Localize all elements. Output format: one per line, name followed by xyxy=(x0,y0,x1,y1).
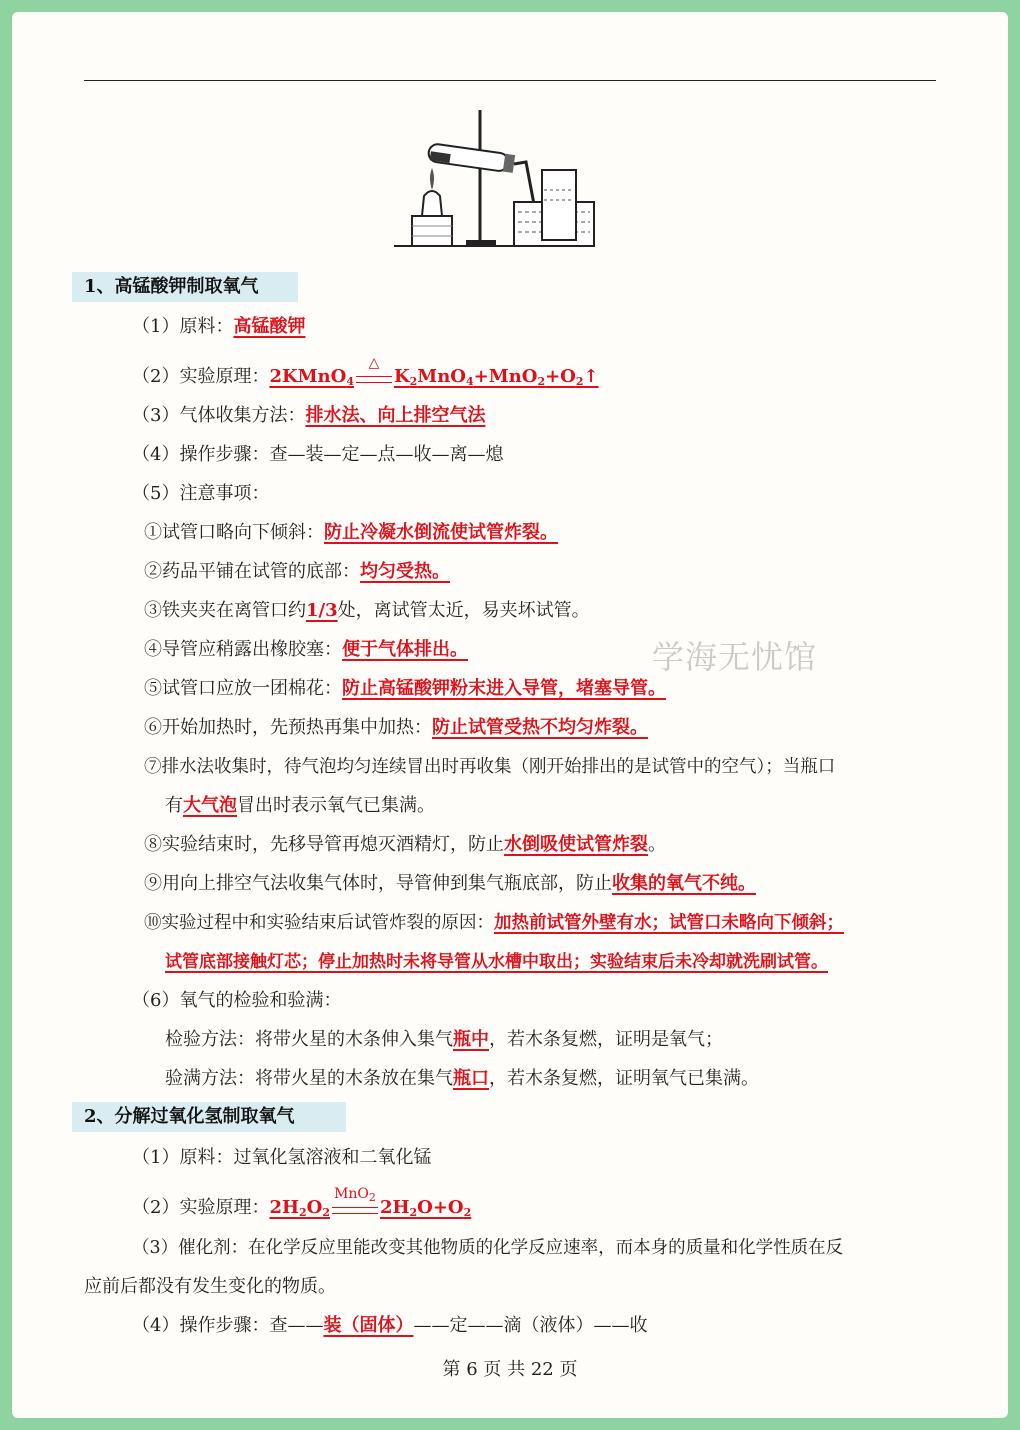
note-7: ⑦排水法收集时，待气泡均匀连续冒出时再收集（刚开始排出的是试管中的空气）；当瓶口 xyxy=(144,757,836,777)
s2-steps-line: （4）操作步骤：查——装（固体）——定——滴（液体）——收 xyxy=(132,1315,648,1336)
header-rule xyxy=(84,80,936,81)
s2-catalyst-cont: 应前后都没有发生变化的物质。 xyxy=(84,1276,336,1297)
note-2: ②药品平铺在试管的底部：均匀受热。 xyxy=(144,561,450,582)
document-page xyxy=(12,12,1008,1418)
note-8: ⑧实验结束时，先移导管再熄灭酒精灯，防止水倒吸使试管炸裂。 xyxy=(144,834,666,855)
notes-label: （5）注意事项： xyxy=(132,483,270,504)
watermark: 学海无忧馆 xyxy=(652,638,818,676)
s2-principle-line: （2）实验原理：$2H_2O_2$ MnO$_2$ $2H_2O+O_2$ xyxy=(132,1186,472,1219)
note-9: ⑨用向上排空气法收集气体时，导管伸到集气瓶底部，防止收集的氧气不纯。 xyxy=(144,873,756,894)
principle-line: （2）实验原理：2KMnO$_4$ △ $K_2MnO_4+MnO_2+O_2↑$ xyxy=(132,355,599,388)
section-1-header: 1、高锰酸钾制取氧气 xyxy=(72,272,298,302)
note-7-cont: 有大气泡冒出时表示氧气已集满。 xyxy=(165,795,435,816)
test-method-line: 检验方法：将带火星的木条伸入集气瓶中，若木条复燃，证明是氧气； xyxy=(165,1029,723,1050)
collect-method-line: （3）气体收集方法：排水法、向上排空气法 xyxy=(132,405,486,426)
note-5: ⑤试管口应放一团棉花：防止高锰酸钾粉末进入导管，堵塞导管。 xyxy=(144,678,666,699)
full-check-line: 验满方法：将带火星的木条放在集气瓶口，若木条复燃，证明氧气已集满。 xyxy=(165,1068,759,1089)
apparatus-figure xyxy=(394,100,598,254)
section-2-header: 2、分解过氧化氢制取氧气 xyxy=(72,1102,346,1132)
note-10: ⑩实验过程中和实验结束后试管炸裂的原因：加热前试管外壁有水；试管口未略向下倾斜； xyxy=(144,913,844,933)
page-footer: 第 6 页 共 22 页 xyxy=(442,1359,578,1380)
note-10-cont: 试管底部接触灯芯；停止加热时未将导管从水槽中取出；实验结束后未冷却就洗刷试管。 xyxy=(165,952,828,972)
note-6: ⑥开始加热时，先预热再集中加热：防止试管受热不均匀炸裂。 xyxy=(144,717,648,738)
note-3: ③铁夹夹在离管口约1/3处，离试管太近，易夹坏试管。 xyxy=(144,600,590,621)
raw-material-line: （1）原料：高锰酸钾 xyxy=(132,316,306,337)
s2-raw-line: （1）原料：过氧化氢溶液和二氧化锰 xyxy=(132,1147,432,1168)
test-label: （6）氧气的检验和验满： xyxy=(132,990,342,1011)
note-4: ④导管应稍露出橡胶塞：便于气体排出。 xyxy=(144,639,468,660)
note-1: ①试管口略向下倾斜：防止冷凝水倒流使试管炸裂。 xyxy=(144,522,558,543)
s2-catalyst-line: （3）催化剂：在化学反应里能改变其他物质的化学反应速率，而本身的质量和化学性质在反 xyxy=(132,1238,844,1258)
steps-line: （4）操作步骤：查—装—定—点—收—离—熄 xyxy=(132,444,504,465)
